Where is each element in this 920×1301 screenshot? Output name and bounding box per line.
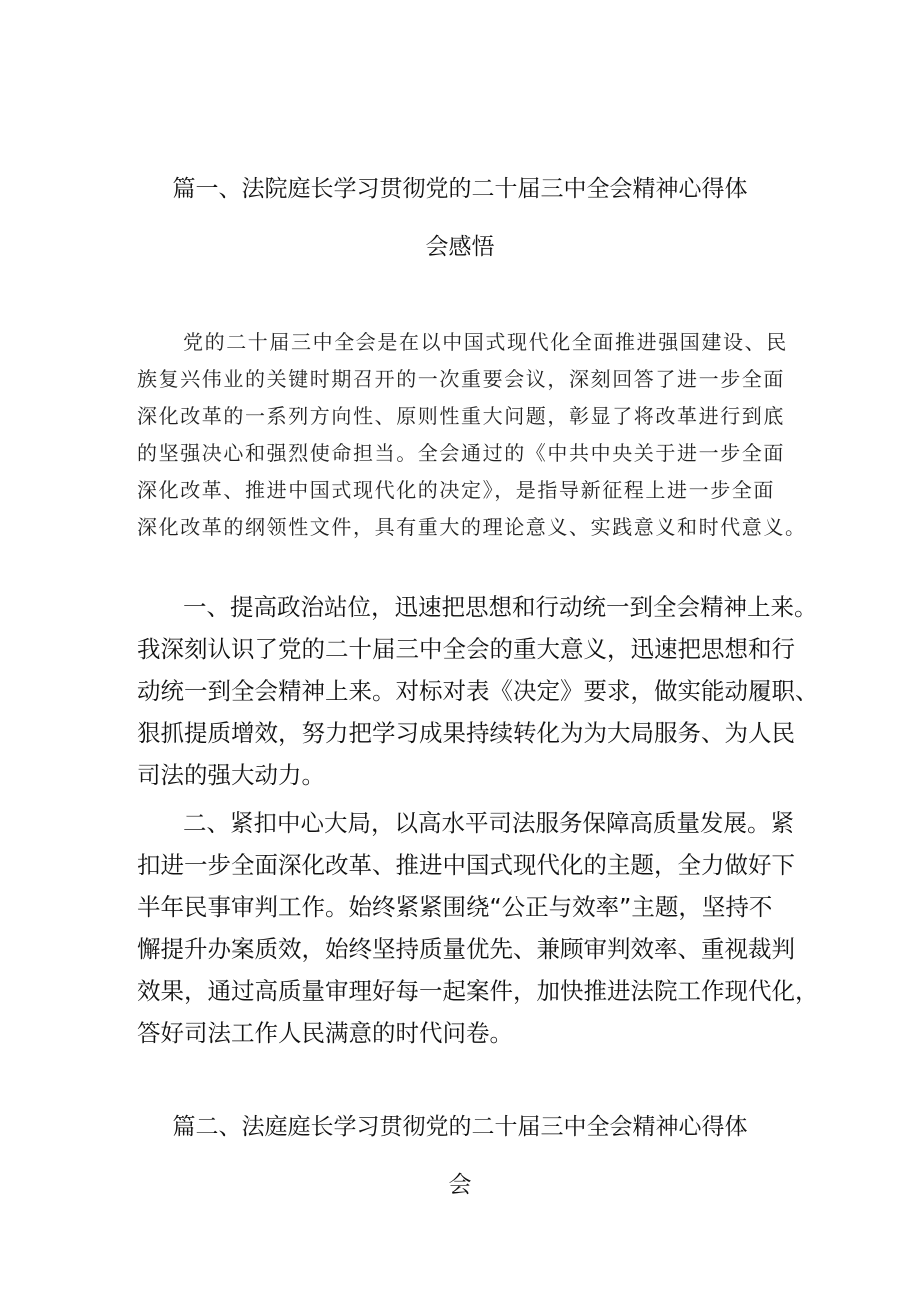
paragraph-line: 深化改革、推进中国式现代化的决定》，是指导新征程上进一步全面 [137, 478, 775, 502]
paragraph-line: 懈提升办案质效，始终坚持质量优先、兼顾审判效率、重视裁判 [137, 935, 795, 963]
paragraph-line: 一、提高政治站位，迅速把思想和行动统一到全会精神上来。 [183, 593, 818, 621]
paragraph-line: 深化改革的一系列方向性、原则性重大问题，彰显了将改革进行到底 [137, 404, 785, 428]
paragraph-line: 半年民事审判工作。始终紧紧围绕“公正与效率”主题，坚持不 [137, 893, 773, 921]
section1-intro-paragraph [137, 324, 807, 546]
section1-title-line2: 会感悟 [425, 234, 495, 260]
section2-title-line1: 篇二、法庭庭长学习贯彻党的二十届三中全会精神心得体 [172, 1114, 748, 1140]
paragraph-line: 扣进一步全面深化改革、推进中国式现代化的主题，全力做好下 [137, 851, 795, 879]
section2-title-line2: 会 [448, 1172, 472, 1198]
section1-point1-paragraph [137, 586, 819, 796]
paragraph-line: 族复兴伟业的关键时期召开的一次重要会议，深刻回答了进一步全面 [137, 367, 785, 391]
paragraph-line: 我深刻认识了党的二十届三中全会的重大意义，迅速把思想和行 [137, 635, 795, 663]
paragraph-line: 司法的强大动力。 [137, 761, 325, 789]
paragraph-line: 党的二十届三中全会是在以中国式现代化全面推进强国建设、民 [183, 330, 788, 354]
paragraph-line: 动统一到全会精神上来。对标对表《决定》要求，做实能动履职、 [137, 677, 819, 705]
paragraph-line: 效果，通过高质量审理好每一起案件，加快推进法院工作现代化， [137, 977, 819, 1005]
paragraph-line: 狠抓提质增效，努力把学习成果持续转化为为大局服务、为人民 [137, 719, 795, 747]
paragraph-line: 答好司法工作人民满意的时代问卷。 [137, 1019, 513, 1047]
paragraph-line: 的坚强决心和强烈使命担当。全会通过的《中共中央关于进一步全面 [137, 441, 785, 465]
paragraph-line: 深化改革的纲领性文件，具有重大的理论意义、实践意义和时代意义。 [137, 515, 807, 539]
section1-title-line1: 篇一、法院庭长学习贯彻党的二十届三中全会精神心得体 [172, 176, 748, 202]
section1-point2-paragraph [137, 802, 819, 1054]
paragraph-line: 二、紧扣中心大局，以高水平司法服务保障高质量发展。紧 [183, 809, 794, 837]
